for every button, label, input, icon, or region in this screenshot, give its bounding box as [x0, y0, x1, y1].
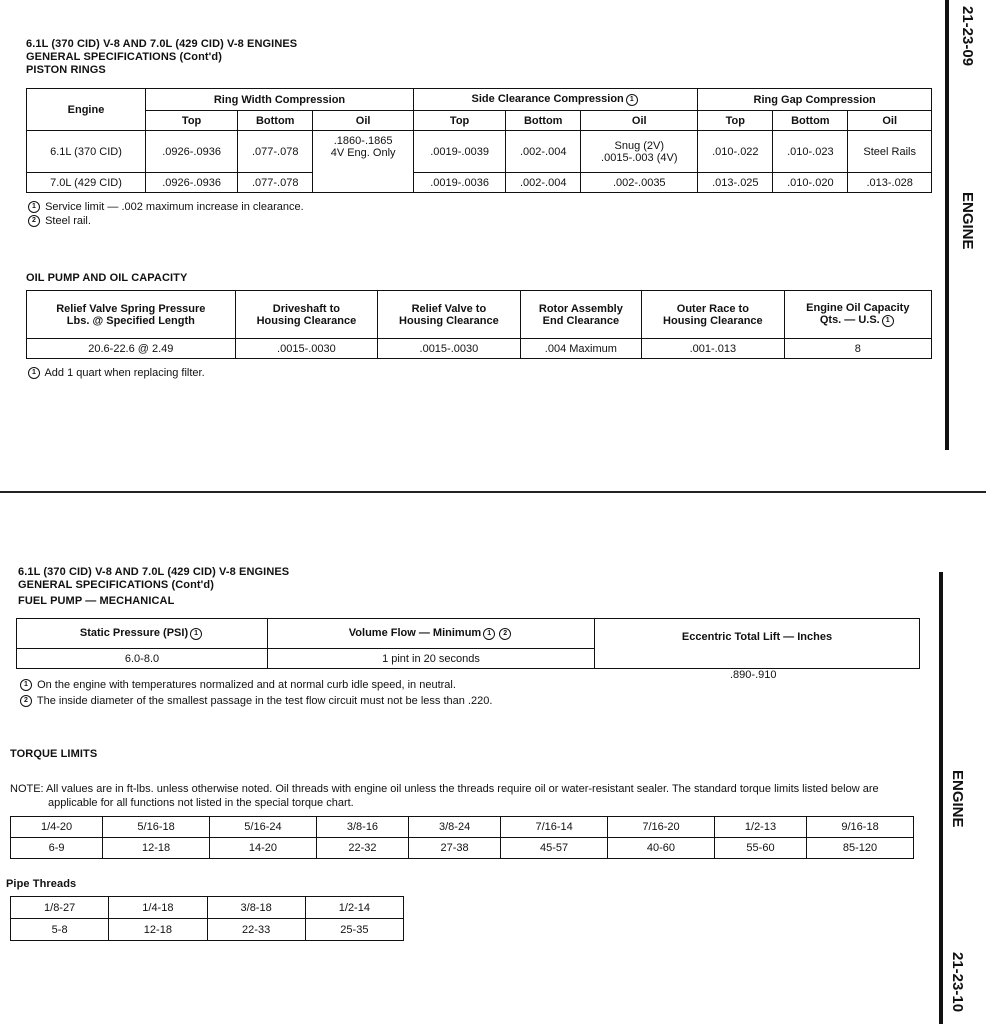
torque-note: NOTE: All values are in ft-lbs. unless otherwise noted. Oil threads with engine oil unless the threads require oil or water-resistant sealer. The standard torque limits listed below are applicable for all functions not listed in the special torque chart. [10, 783, 879, 809]
note-1-icon: 1 [28, 367, 40, 379]
piston-rings-table [26, 88, 932, 193]
ring-gap-header: Ring Gap Compression [698, 89, 932, 111]
table-row: 6-9 12-18 14-20 22-32 27-38 45-57 40-60 55-60 85-120 [11, 838, 914, 859]
page-divider [0, 491, 986, 493]
page2-title-block [18, 566, 289, 608]
page2-number: 21-23-10 [949, 952, 966, 1013]
side-oil-cell: Snug (2V) .0015-.003 (4V) [581, 131, 698, 173]
width-oil-cell: .1860-.1865 4V Eng. Only [313, 131, 414, 193]
table-row: 1/4-20 5/16-18 5/16-24 3/8-16 3/8-24 7/16-14 7/16-20 1/2-13 9/16-18 [11, 817, 914, 838]
page2-section-label: ENGINE [949, 770, 966, 828]
oil-pump-table: Relief Valve Spring Pressure Lbs. @ Specified Length Driveshaft to Housing Clearance Relief Valve to Housing Clearance Rotor Assembly End Clearance Outer Race to Housing Clearance Engine Oil Capacity Qts. — U.S. 1 20.6-22.6 @ 2.49 .0015-.0030 .0015-.0030 .004 Maximum .001-.013 8 [26, 290, 932, 359]
table-row: 7.0L (429 CID) .0926-.0936 .077-.078 .0019-.0036 .002-.004 .002-.0035 .013-.025 .010-.020 .013-.028 [27, 173, 932, 193]
width-oil-header: Oil [313, 111, 414, 131]
page1-title-line1: 6.1L (370 CID) V-8 AND 7.0L (429 CID) V-8 ENGINES [26, 38, 298, 50]
width-top-header: Top [146, 111, 238, 131]
table-row: 20.6-22.6 @ 2.49 .0015-.0030 .0015-.0030 .004 Maximum .001-.013 8 [27, 339, 932, 359]
side-top-header: Top [414, 111, 506, 131]
note-1-icon: 1 [28, 201, 40, 213]
width-bottom-header: Bottom [238, 111, 313, 131]
piston-notes: 1 Service limit — .002 maximum increase in clearance. 2 Steel rail. [26, 200, 304, 228]
note-1-icon: 1 [882, 315, 894, 327]
page1-title-line2: GENERAL SPECIFICATIONS (Cont'd) [26, 51, 222, 63]
oil-pump-title: OIL PUMP AND OIL CAPACITY [26, 272, 188, 284]
table-row: 1/8-27 1/4-18 3/8-18 1/2-14 [11, 897, 404, 919]
note-1-icon: 1 [626, 94, 638, 106]
note-1-icon: 1 [190, 628, 202, 640]
note-2-icon: 2 [20, 695, 32, 707]
note-2-icon: 2 [499, 628, 511, 640]
page1-title-block [26, 38, 297, 77]
note-1-icon: 1 [483, 628, 495, 640]
side-oil-header: Oil [581, 111, 698, 131]
page2-title-line2: GENERAL SPECIFICATIONS (Cont'd) [18, 579, 214, 591]
fuel-pump-table: Static Pressure (PSI) 1 Volume Flow — Minimum 1 2 Eccentric Total Lift — Inches 6.0-8.0 1 pint in 20 seconds [16, 618, 920, 669]
table-row: 5-8 12-18 22-33 25-35 [11, 919, 404, 941]
pipe-threads-table [10, 896, 404, 941]
page1-title-line3: PISTON RINGS [26, 64, 106, 76]
side-bottom-header: Bottom [506, 111, 581, 131]
page1-side-rule [945, 0, 949, 450]
torque-limits-title: TORQUE LIMITS [10, 748, 98, 760]
page1-section-label: ENGINE [959, 192, 976, 250]
gap-oil-header: Oil [848, 111, 932, 131]
page2-title-line1: 6.1L (370 CID) V-8 AND 7.0L (429 CID) V-8 ENGINES [18, 566, 290, 578]
note-2-icon: 2 [28, 215, 40, 227]
page1-number: 21-23-09 [959, 6, 976, 67]
gap-top-header: Top [698, 111, 773, 131]
page2-side-rule [939, 572, 943, 1024]
side-clearance-header: Side Clearance Compression 1 [414, 89, 698, 111]
fuel-lift-value: .890-.910 [730, 669, 777, 681]
table-row: 6.1L (370 CID) .0926-.0936 .077-.078 .1860-.1865 4V Eng. Only .0019-.0039 .002-.004 Snug (2V) .0015-.003 (4V) .010-.022 .010-.023 Steel Rails [27, 131, 932, 173]
page2-title-line3: FUEL PUMP — MECHANICAL [18, 595, 175, 607]
note-1-icon: 1 [20, 679, 32, 691]
pipe-threads-title: Pipe Threads [6, 878, 77, 890]
oil-pump-note: 1 Add 1 quart when replacing filter. [26, 366, 205, 380]
table-row: 6.0-8.0 1 pint in 20 seconds [17, 649, 920, 669]
torque-table [10, 816, 914, 859]
ring-width-header: Ring Width Compression [146, 89, 414, 111]
col-engine-header: Engine [27, 89, 146, 131]
fuel-notes: 1 On the engine with temperatures normalized and at normal curb idle speed, in neutral. 2 The inside diameter of the smallest passage in the test flow circuit must not be less than .220. [18, 678, 492, 708]
gap-bottom-header: Bottom [773, 111, 848, 131]
